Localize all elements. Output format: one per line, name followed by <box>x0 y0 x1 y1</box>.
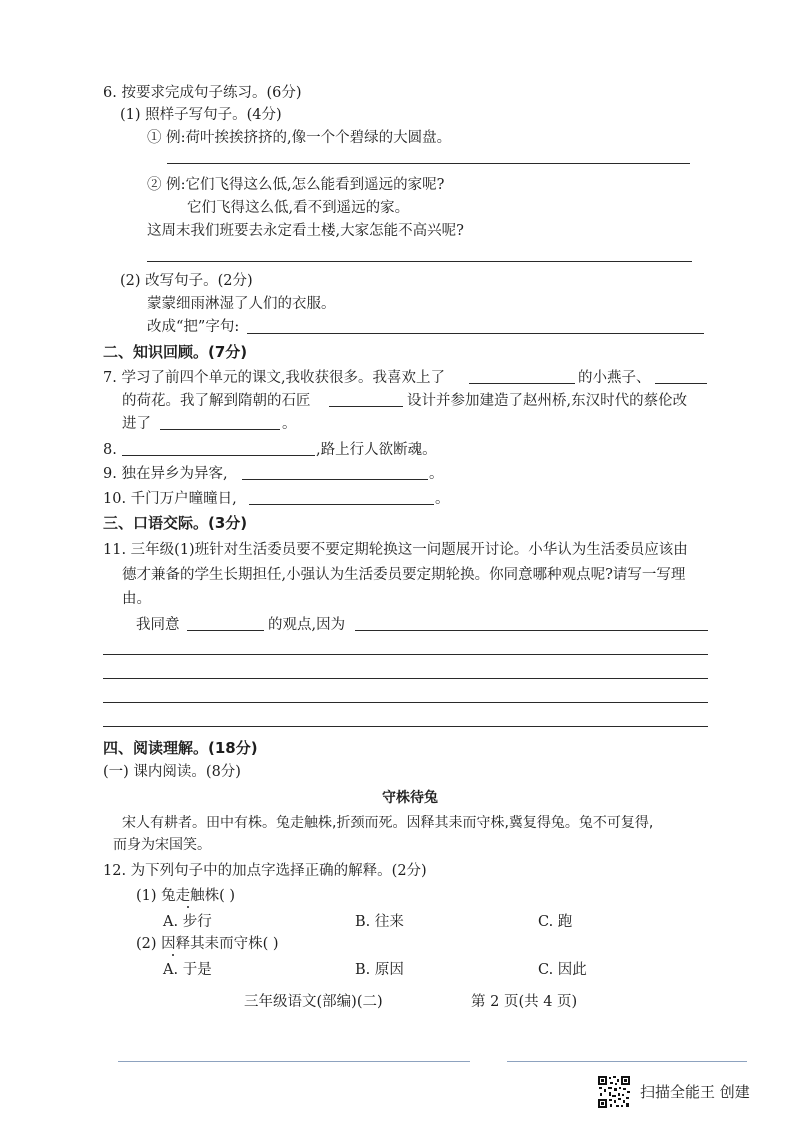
scanner-watermark: 扫描全能王 创建 <box>640 1083 750 1101</box>
qr-code-icon <box>597 1075 631 1109</box>
q12-2-option-a[interactable]: A. 于是 <box>163 962 212 978</box>
footer-page-number: 第 2 页(共 4 页) <box>471 994 578 1010</box>
q6-example-2: ② 例:它们飞得这么低,怎么能看到遥远的家呢? <box>147 177 445 193</box>
q7-text-a: 7. 学习了前四个单元的课文,我收获很多。我喜欢上了 <box>103 370 446 386</box>
q11-reason-line-0[interactable] <box>355 630 708 631</box>
q6-practice-sentence: 这周末我们班要去永定看土楼,大家怎能不高兴呢? <box>147 223 464 239</box>
q12-2-option-b[interactable]: B. 原因 <box>355 962 404 978</box>
scan-edge-line-right <box>507 1061 747 1062</box>
q9-blank[interactable] <box>242 479 428 480</box>
emphasis-dot-1 <box>187 906 189 908</box>
q11-text-b: 德才兼备的学生长期担任,小强认为生活委员要定期轮换。你同意哪种观点呢?请写一写理 <box>122 567 686 583</box>
q12-1-option-b[interactable]: B. 往来 <box>355 914 404 930</box>
q9-end: 。 <box>429 466 444 482</box>
q6-answer-line-2[interactable] <box>147 261 692 262</box>
q8-text: ,路上行人欲断魂。 <box>316 442 437 458</box>
footer-subject: 三年级语文(部编)(二) <box>244 994 383 1010</box>
q10-blank[interactable] <box>249 504 434 505</box>
q12-1-option-a[interactable]: A. 步行 <box>163 914 212 930</box>
story-line-1: 宋人有耕者。田中有株。兔走触株,折颈而死。因释其耒而守株,冀复得兔。兔不可复得, <box>122 815 654 831</box>
reading-subsection-title: (一) 课内阅读。(8分) <box>103 764 241 780</box>
q12-1-option-c[interactable]: C. 跑 <box>538 914 573 930</box>
q12-2-option-c[interactable]: C. 因此 <box>538 962 587 978</box>
q6-part2-label: (2) 改写句子。(2分) <box>120 273 253 289</box>
q6-original-sentence: 蒙蒙细雨淋湿了人们的衣服。 <box>147 296 336 312</box>
emphasis-dot-2 <box>172 954 174 956</box>
section-3-title: 三、口语交际。(3分) <box>103 514 248 532</box>
q11-reason-line-1[interactable] <box>103 654 708 655</box>
q7-text-c: 的荷花。我了解到隋朝的石匠 <box>122 393 311 409</box>
q7-text-b: 的小燕子、 <box>578 370 651 386</box>
q7-text-d: 设计并参加建造了赵州桥,东汉时代的蔡伦改 <box>407 393 688 409</box>
q11-reason-line-3[interactable] <box>103 702 708 703</box>
story-line-2: 而身为宋国笑。 <box>113 837 211 853</box>
q12-item-2: (2) 因释其耒而守株( ) <box>136 936 279 952</box>
q10-end: 。 <box>435 491 450 507</box>
q6-rewrite-line[interactable] <box>247 333 704 334</box>
q12-item-1: (1) 兔走触株( ) <box>136 888 236 904</box>
q6-title: 6. 按要求完成句子练习。(6分) <box>103 85 302 101</box>
q7-blank-2[interactable] <box>655 383 707 384</box>
q11-reason-line-2[interactable] <box>103 678 708 679</box>
section-4-title: 四、阅读理解。(18分) <box>103 739 258 757</box>
q11-because-label: 的观点,因为 <box>268 617 346 633</box>
q11-reason-line-4[interactable] <box>103 726 708 727</box>
q6-example-1: ① 例:荷叶挨挨挤挤的,像一个个碧绿的大圆盘。 <box>147 130 452 146</box>
q11-viewpoint-blank[interactable] <box>187 630 264 631</box>
q11-text-a: 11. 三年级(1)班针对生活委员要不要定期轮换这一问题展开讨论。小华认为生活委员应该由 <box>103 542 688 558</box>
q12-title: 12. 为下列句子中的加点字选择正确的解释。(2分) <box>103 863 427 879</box>
q6-rewrite-prompt: 改成“把”字句: <box>147 319 240 335</box>
q7-blank-3[interactable] <box>329 406 403 407</box>
q7-blank-1[interactable] <box>469 383 575 384</box>
q8-blank[interactable] <box>122 455 315 456</box>
q11-agree-label: 我同意 <box>136 617 180 633</box>
scan-edge-line-left <box>118 1061 470 1062</box>
story-title: 守株待兔 <box>382 790 438 806</box>
q7-text-f: 。 <box>282 416 297 432</box>
q6-example-2-answer: 它们飞得这么低,看不到遥远的家。 <box>187 200 410 216</box>
q9-text: 9. 独在异乡为异客, <box>103 466 228 482</box>
q10-text: 10. 千门万户曈曈日, <box>103 491 237 507</box>
q11-text-c: 由。 <box>122 591 151 607</box>
q6-part1-label: (1) 照样子写句子。(4分) <box>120 107 282 123</box>
q7-text-e: 进了 <box>122 416 151 432</box>
q8-number: 8. <box>103 442 117 458</box>
q6-answer-line-1[interactable] <box>167 163 690 164</box>
section-2-title: 二、知识回顾。(7分) <box>103 343 248 361</box>
q7-blank-4[interactable] <box>160 429 280 430</box>
